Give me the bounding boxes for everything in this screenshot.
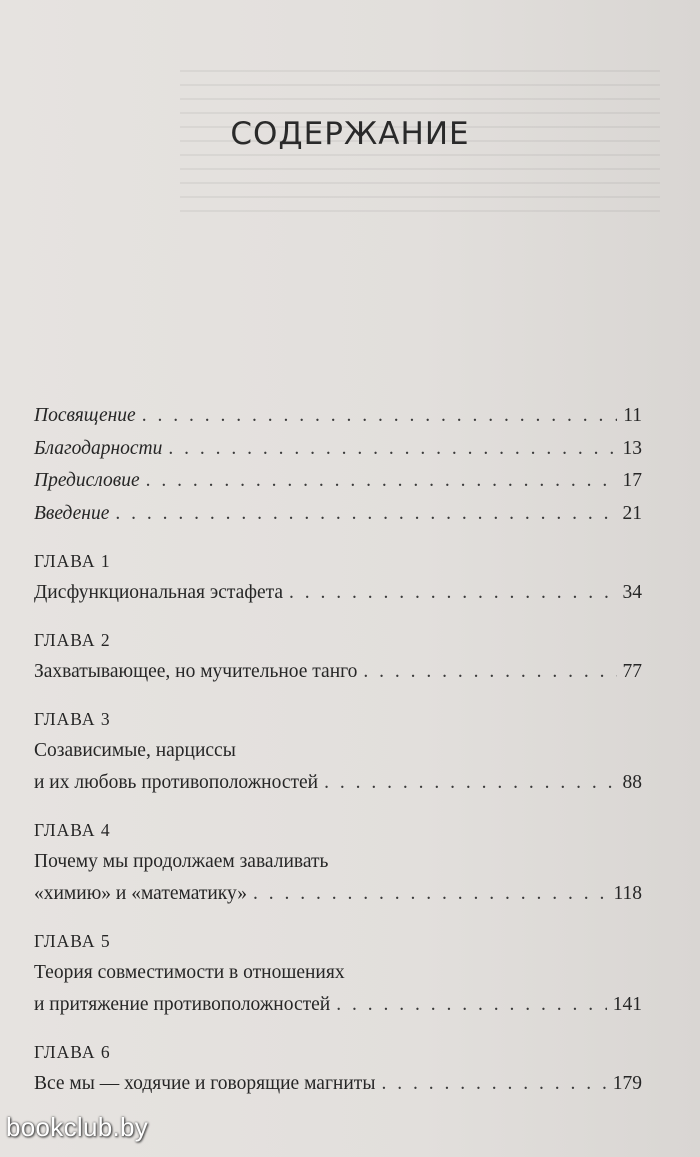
toc-entry-page: 179 [612, 1073, 642, 1094]
toc-entry-label: Благодарности [34, 437, 163, 459]
page-title: СОДЕРЖАНИЕ [230, 116, 470, 152]
chapter-heading: ГЛАВА 2 [34, 630, 111, 650]
chapter-entry [34, 545, 642, 609]
toc-entry-page: 34 [622, 582, 642, 603]
chapter-title-line: Созависимые, нарциссы [34, 740, 236, 761]
chapter-entry [34, 624, 642, 688]
chapter-entry [34, 925, 642, 1021]
leader-dots [289, 577, 616, 609]
toc-entry-page: 141 [612, 994, 642, 1015]
chapter-heading: ГЛАВА 5 [34, 931, 111, 951]
toc-entry-page: 17 [622, 470, 642, 491]
toc-entry-page: 21 [622, 502, 642, 524]
chapter-title: Дисфункциональная эстафета [34, 582, 284, 603]
toc-entry-page: 13 [622, 437, 642, 459]
toc-entry [34, 465, 642, 498]
table-of-contents [34, 400, 642, 1100]
leader-dots [146, 465, 617, 497]
chapter-title-line: Теория совместимости в отношениях [34, 962, 345, 983]
front-matter-list [34, 400, 642, 530]
site-watermark: bookclub.by [6, 1112, 149, 1142]
chapter-title: и притяжение противоположностей [34, 994, 331, 1015]
toc-entry [34, 989, 642, 1021]
chapter-title: Все мы — ходячие и говорящие магниты [34, 1073, 376, 1094]
chapter-title: и их любовь противоположностей [34, 772, 319, 793]
leader-dots [324, 767, 616, 799]
toc-entry [34, 1068, 642, 1100]
leader-dots [115, 498, 616, 530]
toc-entry [34, 577, 642, 609]
toc-entry [34, 433, 642, 466]
chapter-heading: ГЛАВА 3 [34, 709, 111, 729]
leader-dots [142, 400, 618, 432]
leader-dots [336, 989, 607, 1021]
toc-entry-label: Посвящение [34, 405, 136, 426]
chapter-entry [34, 814, 642, 910]
toc-entry-page: 11 [623, 405, 642, 426]
chapter-entry [34, 703, 642, 799]
leader-dots [381, 1068, 606, 1100]
leader-dots [253, 878, 607, 910]
leader-dots [363, 656, 616, 688]
leader-dots [168, 433, 616, 465]
toc-entry [34, 400, 642, 433]
chapter-title: «химию» и «математику» [34, 883, 247, 904]
toc-entry-page: 77 [622, 661, 642, 682]
toc-entry-page: 118 [613, 883, 642, 904]
chapter-heading: ГЛАВА 1 [34, 551, 111, 571]
chapter-title: Захватывающее, но мучительное танго [34, 661, 358, 682]
chapter-entry [34, 1036, 642, 1100]
chapter-heading: ГЛАВА 4 [34, 820, 111, 840]
toc-entry-page: 88 [622, 772, 642, 793]
toc-entry [34, 878, 642, 910]
chapter-heading: ГЛАВА 6 [34, 1042, 111, 1062]
toc-entry [34, 656, 642, 688]
toc-entry [34, 498, 642, 531]
toc-entry-label: Предисловие [34, 470, 140, 491]
toc-entry-label: Введение [34, 502, 110, 524]
chapter-title-line: Почему мы продолжаем заваливать [34, 851, 329, 872]
toc-entry [34, 767, 642, 799]
